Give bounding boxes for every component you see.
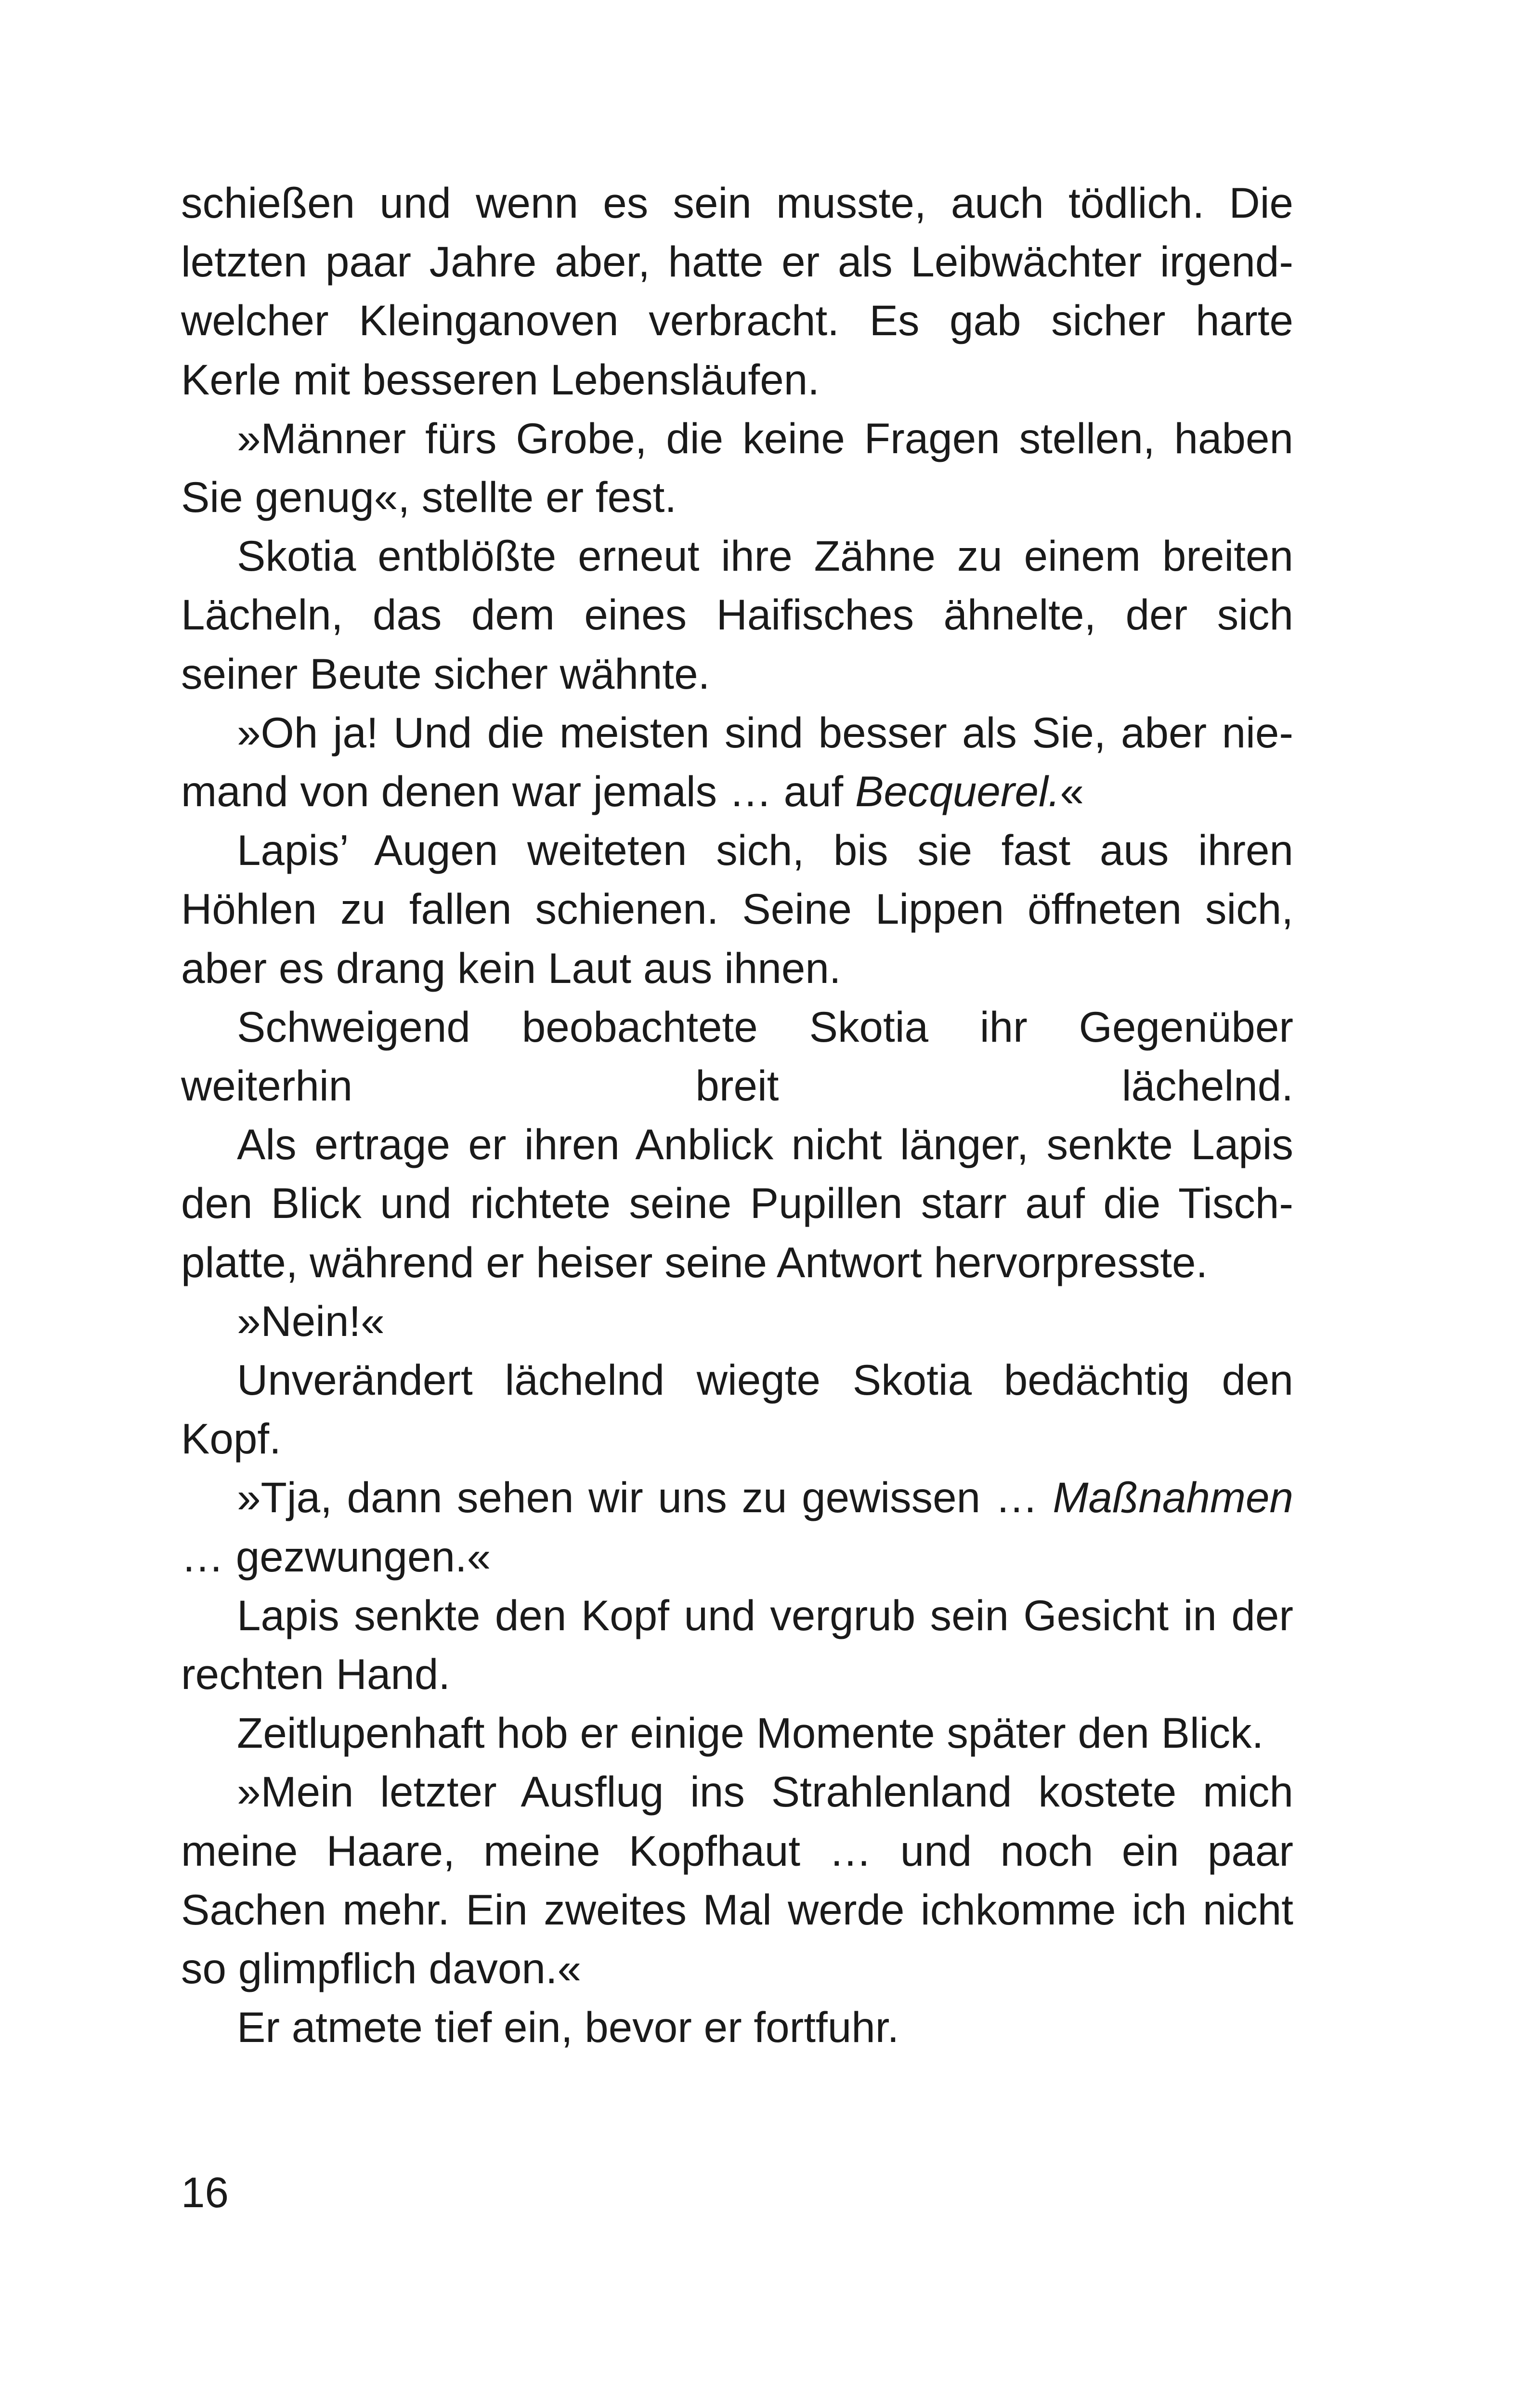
text-run: Zeitlupenhaft hob er einige Momente später den Blick. (237, 1709, 1264, 1757)
paragraph (181, 173, 1293, 409)
paragraph (181, 1586, 1293, 1703)
text-run: Er atmete tief ein, bevor er fortfuhr. (237, 2003, 899, 2052)
italic-text: Becquerel. (855, 767, 1060, 816)
page-number: 16 (181, 2168, 229, 2216)
text-run: Skotia entblößte erneut ihre Zähne zu einem breiten Lächeln, das dem eines Haifisches ähnelte, der sich seiner Beute sicher wähnte. (181, 532, 1293, 698)
paragraph (181, 703, 1293, 821)
text-run: Lapis senkte den Kopf und vergrub sein Gesicht in der rechten Hand. (181, 1591, 1293, 1699)
paragraph (181, 1468, 1293, 1585)
paragraph (181, 997, 1293, 1115)
italic-text: Maßnahmen (1053, 1473, 1293, 1522)
paragraph (181, 409, 1293, 526)
text-run: « (1060, 767, 1084, 816)
text-run: Als ertrage er ihren Anblick nicht länger, senkte Lapis den Blick und richtete seine Pupillen starr auf die Tischplatte, während er heiser seine Antwort hervorpresste. (181, 1120, 1293, 1286)
text-run: Schweigend beobachtete Skotia ihr Gegenüber weiterhin breit lächelnd. (181, 1002, 1293, 1110)
paragraph (181, 821, 1293, 997)
paragraph (181, 1998, 1293, 2056)
body-text (181, 173, 1293, 2057)
paragraph (181, 1350, 1293, 1468)
text-run: Unverändert lächelnd wiegte Skotia bedächtig den Kopf. (181, 1356, 1293, 1463)
text-run: »Tja, dann sehen wir uns zu gewissen … (237, 1473, 1053, 1522)
paragraph (181, 526, 1293, 703)
text-run: Lapis’ Augen weiteten sich, bis sie fast aus ihren Höhlen zu fallen schienen. Seine Lippen öffneten sich, aber es drang kein Laut aus ihnen. (181, 826, 1293, 992)
paragraph (181, 1762, 1293, 1998)
text-run: »Mein letzter Ausflug ins Strahlenland kostete mich meine Haare, meine Kopfhaut … und noch ein paar Sachen mehr. Ein zweites Mal werde ichkomme ich nicht so glimpflich davon.« (181, 1767, 1293, 1993)
paragraph (181, 1292, 1293, 1350)
text-run: »Nein!« (237, 1296, 385, 1345)
text-run: … gezwungen.« (181, 1532, 491, 1581)
text-run: »Männer fürs Grobe, die keine Fragen stellen, haben Sie genug«, stellte er fest. (181, 414, 1293, 522)
text-run: schießen und wenn es sein musste, auch tödlich. Die letzten paar Jahre aber, hatte er als Leibwächter irgendwelcher Kleinganoven verbracht. Es gab sicher harte Kerle mit besseren Lebensläufen. (181, 179, 1293, 404)
text-run: »Oh ja! Und die meisten sind besser als Sie, aber niemand von denen war jemals … auf (181, 708, 1293, 816)
paragraph (181, 1703, 1293, 1762)
paragraph (181, 1115, 1293, 1292)
